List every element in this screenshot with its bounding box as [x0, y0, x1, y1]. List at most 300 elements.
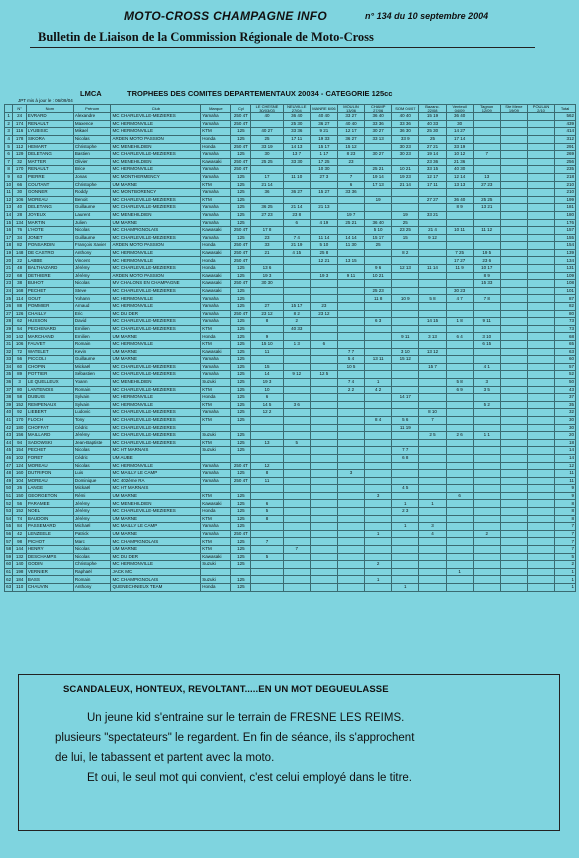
table-cell: 125 [231, 523, 251, 531]
table-cell [251, 424, 283, 432]
table-cell: 102 [13, 454, 27, 462]
table-cell: 11 [555, 477, 576, 485]
table-cell: Anthony [73, 584, 111, 592]
table-cell [310, 416, 337, 424]
table-cell: Cédric [73, 424, 111, 432]
table-cell [365, 485, 392, 493]
table-cell: 19 3 [310, 272, 337, 280]
table-cell [473, 113, 500, 121]
table-cell [527, 439, 554, 447]
table-cell: 55 [6, 523, 12, 529]
table-cell [310, 348, 337, 356]
table-row [5, 363, 576, 371]
table-cell [283, 295, 310, 303]
table-cell: 58 [13, 394, 27, 402]
table-cell: 17 27 [446, 257, 473, 265]
table-cell: 10 [251, 386, 283, 394]
table-cell [500, 508, 527, 516]
table-cell [419, 219, 446, 227]
table-cell: 36 30 [392, 128, 419, 136]
table-cell [337, 394, 364, 402]
table-cell: 60 [555, 356, 576, 364]
table-cell [283, 454, 310, 462]
table-cell: 125 [231, 272, 251, 280]
table-cell: MC MENEHILDIEN [111, 500, 201, 508]
table-cell: 12 [6, 196, 12, 202]
table-cell [365, 470, 392, 478]
table-cell: 25 21 [365, 166, 392, 174]
table-cell [419, 546, 446, 554]
table-cell: 250 4T [231, 477, 251, 485]
table-cell: Jérémy [73, 272, 111, 280]
table-cell [310, 333, 337, 341]
table-cell: MC CHAMPIGNOLAIS [111, 576, 201, 584]
table-cell: 39 [6, 401, 12, 407]
column-header: Marque [201, 105, 231, 113]
table-cell: 9 6 [365, 265, 392, 273]
table-cell [337, 166, 364, 174]
table-cell: 184 [13, 576, 27, 584]
table-cell [527, 386, 554, 394]
table-cell: Guillaume [73, 356, 111, 364]
table-cell: 11 [251, 348, 283, 356]
table-cell: MC CHARLEVILLE-MEZIERES [111, 432, 201, 440]
table-cell [365, 257, 392, 265]
table-cell [419, 447, 446, 455]
table-cell: 3 13 [419, 333, 446, 341]
column-header: Venteuil 04/09 [446, 105, 473, 113]
table-cell [500, 530, 527, 538]
table-cell: 89 [13, 371, 27, 379]
table-cell: Marc [73, 538, 111, 546]
table-cell [337, 530, 364, 538]
table-cell: MOREAU [26, 462, 73, 470]
table-cell: 3 [5, 128, 13, 136]
table-cell: 36 40 [365, 113, 392, 121]
table-cell [500, 462, 527, 470]
table-cell: 17 [251, 173, 283, 181]
table-cell: 12 [555, 462, 576, 470]
table-cell [446, 348, 473, 356]
table-cell: MV CHALONS EN CHAMPAGNE [111, 280, 201, 288]
table-cell [337, 447, 364, 455]
table-cell: 36 27 [283, 189, 310, 197]
table-cell: Kevin [73, 348, 111, 356]
table-cell [446, 303, 473, 311]
table-cell: 256 [555, 158, 576, 166]
table-cell: 37 [555, 394, 576, 402]
table-cell: 40 27 [251, 128, 283, 136]
table-cell [527, 538, 554, 546]
table-cell: GODIN [26, 561, 73, 569]
table-cell: 125 [231, 508, 251, 516]
table-cell: RENAULT [26, 120, 73, 128]
table-cell [419, 401, 446, 409]
table-cell [473, 303, 500, 311]
table-cell: 125 [231, 265, 251, 273]
table-cell: 36 27 [337, 135, 364, 143]
table-cell [446, 477, 473, 485]
table-cell: MC MAILLY LE CAMP [111, 523, 201, 531]
table-cell: PICCOLI [26, 356, 73, 364]
table-cell: 30 [6, 333, 12, 339]
table-row [5, 394, 576, 402]
table-cell: Suzuki [201, 447, 231, 455]
table-cell: UM AUBE [111, 454, 201, 462]
table-cell [500, 303, 527, 311]
table-cell [446, 341, 473, 349]
table-cell [527, 568, 554, 576]
table-row [5, 470, 576, 478]
table-cell [500, 553, 527, 561]
table-cell: 11 12 [473, 227, 500, 235]
column-header: LE CHESNE 30/03/03 [251, 105, 283, 113]
table-cell: 27 23 [473, 181, 500, 189]
table-cell: UM MARNE [111, 333, 201, 341]
table-cell [500, 166, 527, 174]
table-cell: 43 [6, 432, 12, 438]
table-cell: 17 11 [283, 135, 310, 143]
table-cell: Yamaha [201, 173, 231, 181]
table-cell: 13 [473, 173, 500, 181]
table-cell [365, 333, 392, 341]
table-cell: 19 14 [365, 173, 392, 181]
table-cell: 131 [555, 265, 576, 273]
table-cell: 250 4T [231, 227, 251, 235]
notice-line-1: Un jeune kid s'entraine sur le terrain de FRESNE LES REIMS. [87, 712, 405, 724]
table-cell: DESCHAMPS [26, 553, 73, 561]
table-cell [310, 508, 337, 516]
table-cell: Emilien [73, 325, 111, 333]
table-cell: 33 [251, 242, 283, 250]
table-row [5, 401, 576, 409]
table-cell [500, 143, 527, 151]
table-row [5, 166, 576, 174]
table-cell: MC MAILLY LE CAMP [111, 470, 201, 478]
table-cell [419, 470, 446, 478]
table-cell: 25 23 [365, 287, 392, 295]
table-cell [527, 500, 554, 508]
table-cell: 36 40 [365, 219, 392, 227]
table-cell [473, 477, 500, 485]
table-cell: Honda [201, 333, 231, 341]
table-cell: 110 [13, 584, 27, 592]
table-cell [310, 181, 337, 189]
table-cell: 250 4T [231, 143, 251, 151]
table-cell [500, 295, 527, 303]
table-row [5, 553, 576, 561]
table-cell: 7 7 [337, 348, 364, 356]
table-cell [392, 189, 419, 197]
table-cell: MC CHARLEVILLE-MEZIERES [111, 287, 201, 295]
table-cell: 132 [13, 553, 27, 561]
table-cell: 11 [555, 470, 576, 478]
table-cell: MC HERMONVILLE [111, 394, 201, 402]
table-cell: 176 [555, 219, 576, 227]
table-cell [500, 242, 527, 250]
table-cell: 26 [13, 485, 27, 493]
table-cell: 31 [6, 341, 12, 347]
table-cell: WATELET [26, 348, 73, 356]
table-cell: 125 [231, 500, 251, 508]
table-cell: UM MARNE [111, 492, 201, 500]
table-cell [419, 371, 446, 379]
table-cell: Sylvain [73, 401, 111, 409]
table-cell: SIKORA [26, 135, 73, 143]
table-cell [446, 470, 473, 478]
table-cell: 15 12 [392, 356, 419, 364]
table-cell: 1 [392, 500, 419, 508]
table-cell: 181 [555, 204, 576, 212]
table-cell: 4 5 [392, 485, 419, 493]
table-cell [283, 287, 310, 295]
table-cell [310, 477, 337, 485]
table-cell: 68 [13, 272, 27, 280]
table-cell: 37 [6, 386, 12, 392]
table-cell: 7 [473, 151, 500, 159]
table-cell [419, 568, 446, 576]
table-cell: 14 [251, 371, 283, 379]
table-cell: 62 [13, 318, 27, 326]
table-cell [500, 546, 527, 554]
table-cell [310, 196, 337, 204]
table-cell: Yamaha [201, 166, 231, 174]
table-cell [392, 546, 419, 554]
table-row [5, 234, 576, 242]
table-cell [419, 439, 446, 447]
table-cell [500, 568, 527, 576]
table-cell [527, 546, 554, 554]
table-cell [527, 325, 554, 333]
table-cell: 40 40 [310, 113, 337, 121]
table-cell: 2 [365, 561, 392, 569]
table-cell [446, 416, 473, 424]
table-cell: 11 10 [283, 173, 310, 181]
table-cell [283, 409, 310, 417]
table-cell [527, 363, 554, 371]
table-cell: 36 40 [283, 113, 310, 121]
table-cell [310, 356, 337, 364]
table-cell: Julien [73, 219, 111, 227]
table-cell: Brice [73, 166, 111, 174]
magazine-title: MOTO-CROSS CHAMPAGNE INFO [124, 9, 328, 23]
table-cell [251, 166, 283, 174]
table-cell [500, 196, 527, 204]
table-cell [446, 211, 473, 219]
table-cell: 19 5 [473, 249, 500, 257]
table-cell: 2 [283, 318, 310, 326]
table-cell: 250 4T [231, 242, 251, 250]
table-cell: 21 13 [310, 204, 337, 212]
table-cell: 60 [6, 561, 12, 567]
table-cell: 33 36 [392, 120, 419, 128]
table-cell: 15 7 [419, 363, 446, 371]
table-cell [446, 401, 473, 409]
table-cell: 125 [231, 356, 251, 364]
table-cell: 9 11 [337, 272, 364, 280]
table-cell [473, 500, 500, 508]
table-cell [527, 135, 554, 143]
table-cell [527, 219, 554, 227]
table-cell: Yamaha [201, 234, 231, 242]
table-cell [419, 341, 446, 349]
table-cell: 1 [555, 568, 576, 576]
table-cell: 3 [473, 378, 500, 386]
table-cell: GONNER [26, 189, 73, 197]
table-cell [500, 447, 527, 455]
table-cell [201, 568, 231, 576]
table-cell: Anthony [73, 249, 111, 257]
table-cell: Olivier [73, 158, 111, 166]
table-cell: 36 27 [310, 120, 337, 128]
table-cell [527, 515, 554, 523]
table-cell: 56 [6, 530, 12, 536]
table-cell: 125 [231, 470, 251, 478]
table-cell [446, 530, 473, 538]
table-cell [500, 211, 527, 219]
table-cell: 21 4 [419, 227, 446, 235]
table-cell [446, 576, 473, 584]
table-row [5, 128, 576, 136]
table-cell: 21 14 [251, 181, 283, 189]
table-cell [365, 189, 392, 197]
table-cell: 250 4T [231, 257, 251, 265]
table-cell [337, 584, 364, 592]
table-row [5, 120, 576, 128]
table-cell [392, 515, 419, 523]
table-cell: MC HT MARNAIS [111, 447, 201, 455]
table-cell: 2 [5, 120, 13, 128]
table-cell: 180 [555, 211, 576, 219]
table-cell: MC HERMONVILLE [111, 120, 201, 128]
table-cell: Yamaha [201, 151, 231, 159]
table-cell: FAUVET [26, 341, 73, 349]
table-cell: 32 [555, 409, 576, 417]
table-cell: 63 [6, 584, 12, 590]
table-cell: MC HERMONVILLE [111, 401, 201, 409]
table-row [5, 462, 576, 470]
table-cell [473, 394, 500, 402]
table-cell [392, 530, 419, 538]
table-cell [251, 120, 283, 128]
table-cell [310, 576, 337, 584]
issue-number: n° 134 du 10 septembre 2004 [365, 11, 489, 21]
table-cell: 125 [231, 401, 251, 409]
table-cell: CHAUVIN [26, 584, 73, 592]
table-cell [527, 477, 554, 485]
table-cell: 1 17 [310, 151, 337, 159]
column-header: POULAN 2/10 [527, 105, 554, 113]
table-cell: KTM [201, 538, 231, 546]
table-cell [500, 454, 527, 462]
table-cell: DE CASTRO [26, 249, 73, 257]
table-cell [337, 303, 364, 311]
table-cell: MC MONTBORENCY [111, 189, 201, 197]
table-cell [419, 189, 446, 197]
table-cell [392, 462, 419, 470]
table-cell [446, 508, 473, 516]
table-cell: 1 [555, 576, 576, 584]
table-cell: 4 19 [310, 219, 337, 227]
table-cell [500, 538, 527, 546]
table-cell [310, 401, 337, 409]
table-cell: Yamaha [201, 363, 231, 371]
table-cell [473, 189, 500, 197]
table-cell: 9 [555, 485, 576, 493]
table-row [5, 356, 576, 364]
table-cell [365, 249, 392, 257]
table-cell [337, 432, 364, 440]
table-cell [251, 295, 283, 303]
table-cell: Sébastien [73, 371, 111, 379]
table-cell [473, 234, 500, 242]
table-cell: JOYEUX [26, 211, 73, 219]
table-cell: 27 21 [419, 143, 446, 151]
table-cell: 17 11 [419, 181, 446, 189]
table-cell: 53 [6, 508, 12, 514]
table-cell: 30 [446, 120, 473, 128]
table-cell [527, 280, 554, 288]
table-cell [473, 120, 500, 128]
table-cell [419, 515, 446, 523]
table-cell [392, 287, 419, 295]
table-cell: 5 4 [337, 356, 364, 364]
table-cell [283, 348, 310, 356]
table-cell: 6 [251, 500, 283, 508]
standings-title: TROPHEES DES COMITES DEPARTEMENTAUX 20034 - CATEGORIE 125cc [127, 89, 393, 98]
table-cell: 48 [6, 470, 12, 476]
table-cell [392, 553, 419, 561]
table-cell [527, 211, 554, 219]
table-cell: 2 3 [392, 508, 419, 516]
table-cell: 17 [6, 234, 12, 240]
table-cell: UM MARNE [111, 356, 201, 364]
table-cell [337, 553, 364, 561]
table-cell [473, 561, 500, 569]
table-cell [283, 386, 310, 394]
table-cell [473, 508, 500, 516]
table-cell [500, 310, 527, 318]
table-cell: Nicolas [73, 447, 111, 455]
table-cell: 7 [555, 523, 576, 531]
table-cell: Suzuki [201, 576, 231, 584]
table-cell: 94 [13, 439, 27, 447]
table-cell: MC CHARLEVILLE-MEZIERES [111, 439, 201, 447]
table-cell [283, 576, 310, 584]
table-cell [392, 310, 419, 318]
table-cell [473, 584, 500, 592]
page-header [0, 0, 579, 52]
table-cell: 19 7 [337, 211, 364, 219]
standings-table [4, 104, 576, 592]
table-cell [500, 173, 527, 181]
table-cell [283, 363, 310, 371]
table-cell: 98 [13, 538, 27, 546]
table-cell: 19 3 [251, 378, 283, 386]
table-cell: Raphaël [73, 568, 111, 576]
table-cell: ARDEN MOTO PASSION [111, 272, 201, 280]
table-row [5, 576, 576, 584]
table-cell [337, 416, 364, 424]
table-cell: 61 [6, 568, 12, 574]
table-cell: Kawasaki [201, 348, 231, 356]
table-cell: 7 [555, 530, 576, 538]
table-cell: 112 [13, 143, 27, 151]
table-cell [473, 348, 500, 356]
table-cell: 125 [231, 371, 251, 379]
table-cell: 30 [555, 416, 576, 424]
table-row [5, 287, 576, 295]
